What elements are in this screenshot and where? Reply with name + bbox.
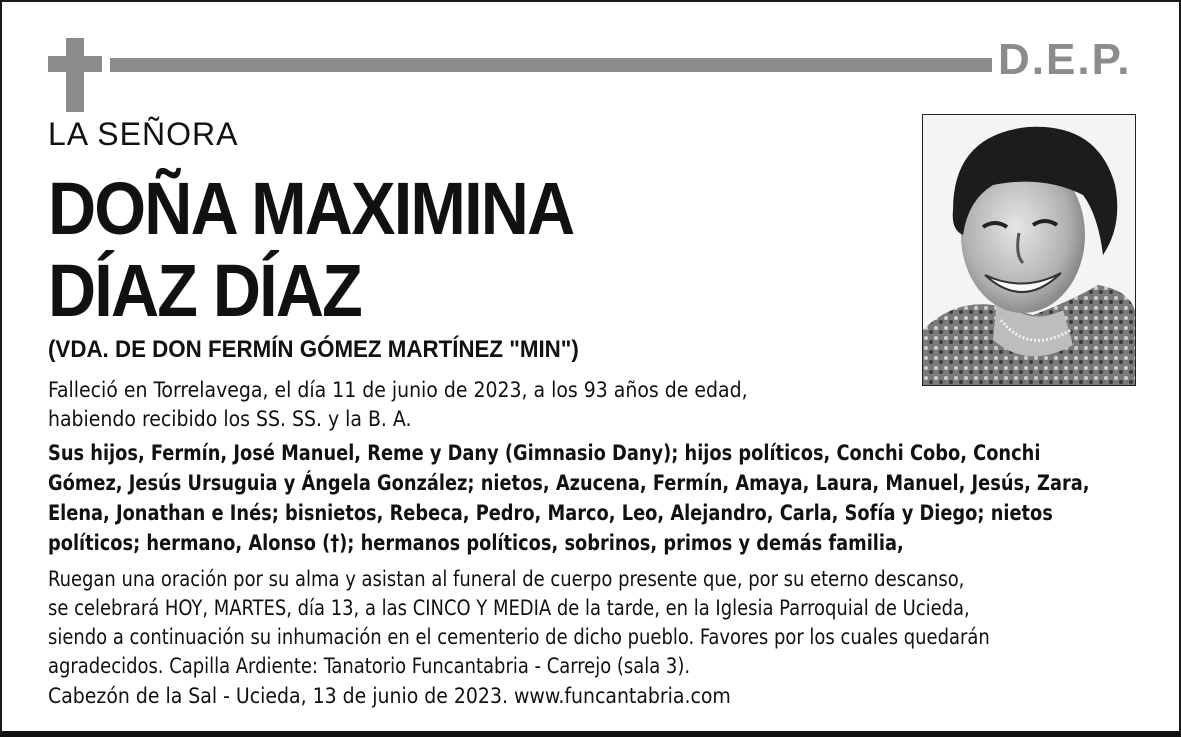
dep-label: D.E.P. [998,35,1132,84]
cross-icon [48,38,102,112]
deceased-name-line2: DÍAZ DÍAZ [48,249,362,332]
funeral-details: Ruegan una oración por su alma y asistan al funeral de cuerpo presente que, por su eterno descanso, se celebrará HOY, MARTES, día 13, a las CINCO Y MEDIA de la tarde, en la Iglesia Parroquial de Ucieda, siendo a continuación su inhumación en el cementerio de dicho pueblo. Favores por los cuales quedarán agradecidos. Capilla Ardiente: Tanatorio Funcantabria - Carrejo (sala 3). [48,567,990,678]
header-rule [110,58,992,72]
family-list: Sus hijos, Fermín, José Manuel, Reme y Dany (Gimnasio Dany); hijos políticos, Conchi Cobo, Conchi Gómez, Jesús Ursuguia y Ángela González; nietos, Azucena, Fermín, Amaya, Laura, Manuel, Jesús, Zara, Elena, Jonathan e Inés; bisnietos, Rebeca, Pedro, Marco, Leo, Alejandro, Carla, Sofía y Diego; nietos políticos; hermano, Alonso (†); hermanos políticos, sobrinos, primos y demás familia, [48,441,1090,556]
title-label: LA SEÑORA [48,116,239,152]
death-details: Falleció en Torrelavega, el día 11 de junio de 2023, a los 93 años de edad, habiendo recibido los SS. SS. y la B. A. [48,378,748,431]
footer-text: Cabezón de la Sal - Ucieda, 13 de junio de 2023. www.funcantabria.com [48,684,731,708]
portrait-photo [922,114,1136,386]
widow-of-text: (VDA. DE DON FERMÍN GÓMEZ MARTÍNEZ "MIN") [48,336,579,363]
deceased-name-line1: DOÑA MAXIMINA [48,167,574,250]
